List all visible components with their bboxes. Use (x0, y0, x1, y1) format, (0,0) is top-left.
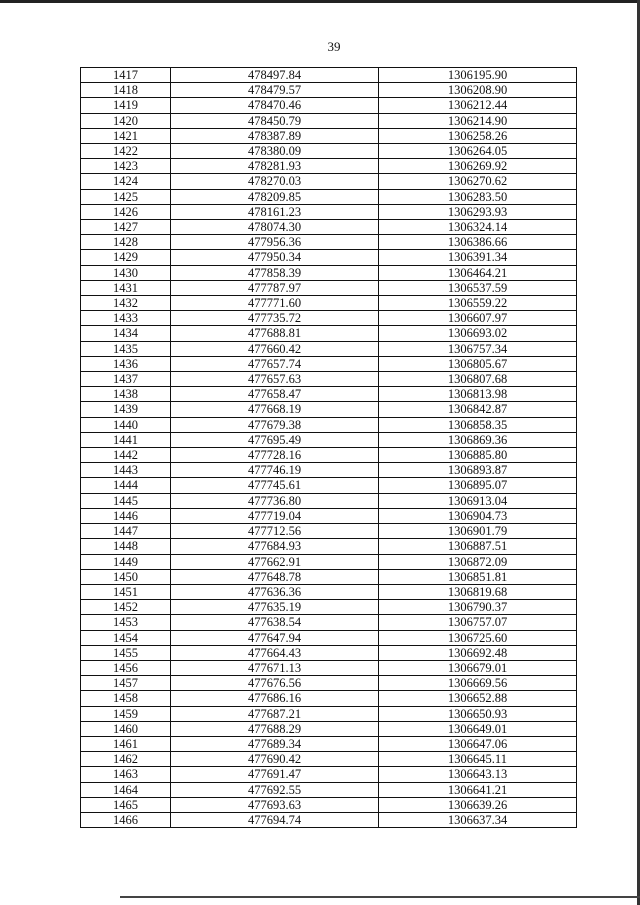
x-coordinate-cell: 477956.36 (171, 235, 379, 250)
y-coordinate-cell: 1306805.67 (379, 356, 577, 371)
x-coordinate-cell: 477657.63 (171, 372, 379, 387)
table-row (81, 296, 577, 311)
point-number-cell: 1420 (81, 113, 171, 128)
x-coordinate-cell: 478479.57 (171, 83, 379, 98)
y-coordinate-cell: 1306537.59 (379, 280, 577, 295)
table-row (81, 584, 577, 599)
point-number-cell: 1418 (81, 83, 171, 98)
table-row (81, 630, 577, 645)
y-coordinate-cell: 1306851.81 (379, 569, 577, 584)
y-coordinate-cell: 1306725.60 (379, 630, 577, 645)
y-coordinate-cell: 1306885.80 (379, 448, 577, 463)
y-coordinate-cell: 1306607.97 (379, 311, 577, 326)
table-row (81, 280, 577, 295)
point-number-cell: 1454 (81, 630, 171, 645)
x-coordinate-cell: 477950.34 (171, 250, 379, 265)
table-row (81, 569, 577, 584)
point-number-cell: 1433 (81, 311, 171, 326)
point-number-cell: 1453 (81, 615, 171, 630)
table-row (81, 326, 577, 341)
y-coordinate-cell: 1306559.22 (379, 296, 577, 311)
x-coordinate-cell: 477662.91 (171, 554, 379, 569)
y-coordinate-cell: 1306842.87 (379, 402, 577, 417)
y-coordinate-cell: 1306913.04 (379, 493, 577, 508)
table-row (81, 812, 577, 827)
point-number-cell: 1440 (81, 417, 171, 432)
table-row (81, 387, 577, 402)
x-coordinate-cell: 477735.72 (171, 311, 379, 326)
point-number-cell: 1463 (81, 767, 171, 782)
y-coordinate-cell: 1306293.93 (379, 204, 577, 219)
x-coordinate-cell: 477745.61 (171, 478, 379, 493)
x-coordinate-cell: 478380.09 (171, 144, 379, 159)
scan-edge-top (0, 0, 640, 3)
x-coordinate-cell: 477695.49 (171, 432, 379, 447)
y-coordinate-cell: 1306757.07 (379, 615, 577, 630)
y-coordinate-cell: 1306645.11 (379, 752, 577, 767)
table-row (81, 782, 577, 797)
y-coordinate-cell: 1306819.68 (379, 584, 577, 599)
table-row (81, 524, 577, 539)
table-row (81, 539, 577, 554)
table-row (81, 508, 577, 523)
point-number-cell: 1447 (81, 524, 171, 539)
point-number-cell: 1452 (81, 600, 171, 615)
point-number-cell: 1444 (81, 478, 171, 493)
y-coordinate-cell: 1306324.14 (379, 220, 577, 235)
y-coordinate-cell: 1306464.21 (379, 265, 577, 280)
table-row (81, 144, 577, 159)
table-row (81, 250, 577, 265)
point-number-cell: 1466 (81, 812, 171, 827)
table-row (81, 113, 577, 128)
table-row (81, 128, 577, 143)
table-row (81, 220, 577, 235)
x-coordinate-cell: 478497.84 (171, 68, 379, 83)
point-number-cell: 1436 (81, 356, 171, 371)
point-number-cell: 1460 (81, 721, 171, 736)
x-coordinate-cell: 478470.46 (171, 98, 379, 113)
point-number-cell: 1434 (81, 326, 171, 341)
point-number-cell: 1423 (81, 159, 171, 174)
x-coordinate-cell: 477728.16 (171, 448, 379, 463)
point-number-cell: 1429 (81, 250, 171, 265)
y-coordinate-cell: 1306264.05 (379, 144, 577, 159)
x-coordinate-cell: 477712.56 (171, 524, 379, 539)
point-number-cell: 1427 (81, 220, 171, 235)
table-row (81, 356, 577, 371)
table-row (81, 676, 577, 691)
point-number-cell: 1441 (81, 432, 171, 447)
y-coordinate-cell: 1306895.07 (379, 478, 577, 493)
point-number-cell: 1435 (81, 341, 171, 356)
y-coordinate-cell: 1306649.01 (379, 721, 577, 736)
point-number-cell: 1451 (81, 584, 171, 599)
point-number-cell: 1421 (81, 128, 171, 143)
table-row (81, 372, 577, 387)
x-coordinate-cell: 477664.43 (171, 645, 379, 660)
table-row (81, 478, 577, 493)
x-coordinate-cell: 477690.42 (171, 752, 379, 767)
y-coordinate-cell: 1306386.66 (379, 235, 577, 250)
x-coordinate-cell: 477689.34 (171, 736, 379, 751)
table-row (81, 204, 577, 219)
x-coordinate-cell: 477636.36 (171, 584, 379, 599)
x-coordinate-cell: 477692.55 (171, 782, 379, 797)
table-row (81, 448, 577, 463)
x-coordinate-cell: 477688.29 (171, 721, 379, 736)
y-coordinate-cell: 1306893.87 (379, 463, 577, 478)
x-coordinate-cell: 477787.97 (171, 280, 379, 295)
table-row (81, 235, 577, 250)
y-coordinate-cell: 1306637.34 (379, 812, 577, 827)
x-coordinate-cell: 477671.13 (171, 660, 379, 675)
x-coordinate-cell: 477658.47 (171, 387, 379, 402)
y-coordinate-cell: 1306639.26 (379, 797, 577, 812)
x-coordinate-cell: 477635.19 (171, 600, 379, 615)
y-coordinate-cell: 1306641.21 (379, 782, 577, 797)
table-row (81, 615, 577, 630)
point-number-cell: 1446 (81, 508, 171, 523)
point-number-cell: 1431 (81, 280, 171, 295)
y-coordinate-cell: 1306212.44 (379, 98, 577, 113)
table-row (81, 691, 577, 706)
table-row (81, 767, 577, 782)
point-number-cell: 1459 (81, 706, 171, 721)
table-row (81, 493, 577, 508)
x-coordinate-cell: 477746.19 (171, 463, 379, 478)
point-number-cell: 1430 (81, 265, 171, 280)
point-number-cell: 1442 (81, 448, 171, 463)
x-coordinate-cell: 477638.54 (171, 615, 379, 630)
x-coordinate-cell: 478209.85 (171, 189, 379, 204)
x-coordinate-cell: 477687.21 (171, 706, 379, 721)
x-coordinate-cell: 477858.39 (171, 265, 379, 280)
page-number: 39 (327, 39, 341, 54)
y-coordinate-cell: 1306901.79 (379, 524, 577, 539)
point-number-cell: 1438 (81, 387, 171, 402)
table-row (81, 341, 577, 356)
x-coordinate-cell: 478281.93 (171, 159, 379, 174)
point-number-cell: 1428 (81, 235, 171, 250)
x-coordinate-cell: 477771.60 (171, 296, 379, 311)
point-number-cell: 1417 (81, 68, 171, 83)
y-coordinate-cell: 1306643.13 (379, 767, 577, 782)
y-coordinate-cell: 1306887.51 (379, 539, 577, 554)
point-number-cell: 1458 (81, 691, 171, 706)
scan-edge-bottom (120, 896, 640, 898)
y-coordinate-cell: 1306652.88 (379, 691, 577, 706)
y-coordinate-cell: 1306669.56 (379, 676, 577, 691)
table-row (81, 721, 577, 736)
point-number-cell: 1439 (81, 402, 171, 417)
y-coordinate-cell: 1306679.01 (379, 660, 577, 675)
y-coordinate-cell: 1306813.98 (379, 387, 577, 402)
y-coordinate-cell: 1306757.34 (379, 341, 577, 356)
point-number-cell: 1465 (81, 797, 171, 812)
table-row (81, 311, 577, 326)
y-coordinate-cell: 1306790.37 (379, 600, 577, 615)
y-coordinate-cell: 1306647.06 (379, 736, 577, 751)
table-row (81, 736, 577, 751)
table-row (81, 68, 577, 83)
x-coordinate-cell: 477676.56 (171, 676, 379, 691)
point-number-cell: 1419 (81, 98, 171, 113)
x-coordinate-cell: 477693.63 (171, 797, 379, 812)
point-number-cell: 1456 (81, 660, 171, 675)
point-number-cell: 1437 (81, 372, 171, 387)
y-coordinate-cell: 1306692.48 (379, 645, 577, 660)
point-number-cell: 1432 (81, 296, 171, 311)
point-number-cell: 1426 (81, 204, 171, 219)
point-number-cell: 1464 (81, 782, 171, 797)
point-number-cell: 1449 (81, 554, 171, 569)
y-coordinate-cell: 1306858.35 (379, 417, 577, 432)
table-row (81, 265, 577, 280)
x-coordinate-cell: 478270.03 (171, 174, 379, 189)
x-coordinate-cell: 478161.23 (171, 204, 379, 219)
point-number-cell: 1425 (81, 189, 171, 204)
y-coordinate-cell: 1306650.93 (379, 706, 577, 721)
table-row (81, 174, 577, 189)
x-coordinate-cell: 477648.78 (171, 569, 379, 584)
y-coordinate-cell: 1306391.34 (379, 250, 577, 265)
x-coordinate-cell: 477719.04 (171, 508, 379, 523)
table-row (81, 797, 577, 812)
x-coordinate-cell: 477688.81 (171, 326, 379, 341)
x-coordinate-cell: 477660.42 (171, 341, 379, 356)
table-row (81, 463, 577, 478)
table-row (81, 752, 577, 767)
y-coordinate-cell: 1306869.36 (379, 432, 577, 447)
x-coordinate-cell: 477668.19 (171, 402, 379, 417)
y-coordinate-cell: 1306283.50 (379, 189, 577, 204)
point-number-cell: 1457 (81, 676, 171, 691)
y-coordinate-cell: 1306270.62 (379, 174, 577, 189)
y-coordinate-cell: 1306208.90 (379, 83, 577, 98)
x-coordinate-cell: 477686.16 (171, 691, 379, 706)
point-number-cell: 1448 (81, 539, 171, 554)
point-number-cell: 1445 (81, 493, 171, 508)
x-coordinate-cell: 477679.38 (171, 417, 379, 432)
x-coordinate-cell: 477694.74 (171, 812, 379, 827)
table-row (81, 402, 577, 417)
y-coordinate-cell: 1306214.90 (379, 113, 577, 128)
x-coordinate-cell: 477684.93 (171, 539, 379, 554)
y-coordinate-cell: 1306693.02 (379, 326, 577, 341)
coordinates-table-body (81, 68, 577, 828)
coordinates-table (80, 67, 577, 828)
point-number-cell: 1455 (81, 645, 171, 660)
x-coordinate-cell: 478074.30 (171, 220, 379, 235)
table-row (81, 554, 577, 569)
x-coordinate-cell: 478387.89 (171, 128, 379, 143)
y-coordinate-cell: 1306269.92 (379, 159, 577, 174)
table-row (81, 432, 577, 447)
table-row (81, 645, 577, 660)
x-coordinate-cell: 477657.74 (171, 356, 379, 371)
point-number-cell: 1422 (81, 144, 171, 159)
point-number-cell: 1424 (81, 174, 171, 189)
x-coordinate-cell: 478450.79 (171, 113, 379, 128)
y-coordinate-cell: 1306904.73 (379, 508, 577, 523)
y-coordinate-cell: 1306807.68 (379, 372, 577, 387)
point-number-cell: 1462 (81, 752, 171, 767)
x-coordinate-cell: 477691.47 (171, 767, 379, 782)
point-number-cell: 1443 (81, 463, 171, 478)
table-row (81, 706, 577, 721)
x-coordinate-cell: 477647.94 (171, 630, 379, 645)
y-coordinate-cell: 1306258.26 (379, 128, 577, 143)
y-coordinate-cell: 1306195.90 (379, 68, 577, 83)
table-row (81, 98, 577, 113)
point-number-cell: 1450 (81, 569, 171, 584)
table-row (81, 417, 577, 432)
y-coordinate-cell: 1306872.09 (379, 554, 577, 569)
table-row (81, 83, 577, 98)
table-row (81, 189, 577, 204)
table-row (81, 600, 577, 615)
table-row (81, 159, 577, 174)
table-row (81, 660, 577, 675)
point-number-cell: 1461 (81, 736, 171, 751)
x-coordinate-cell: 477736.80 (171, 493, 379, 508)
